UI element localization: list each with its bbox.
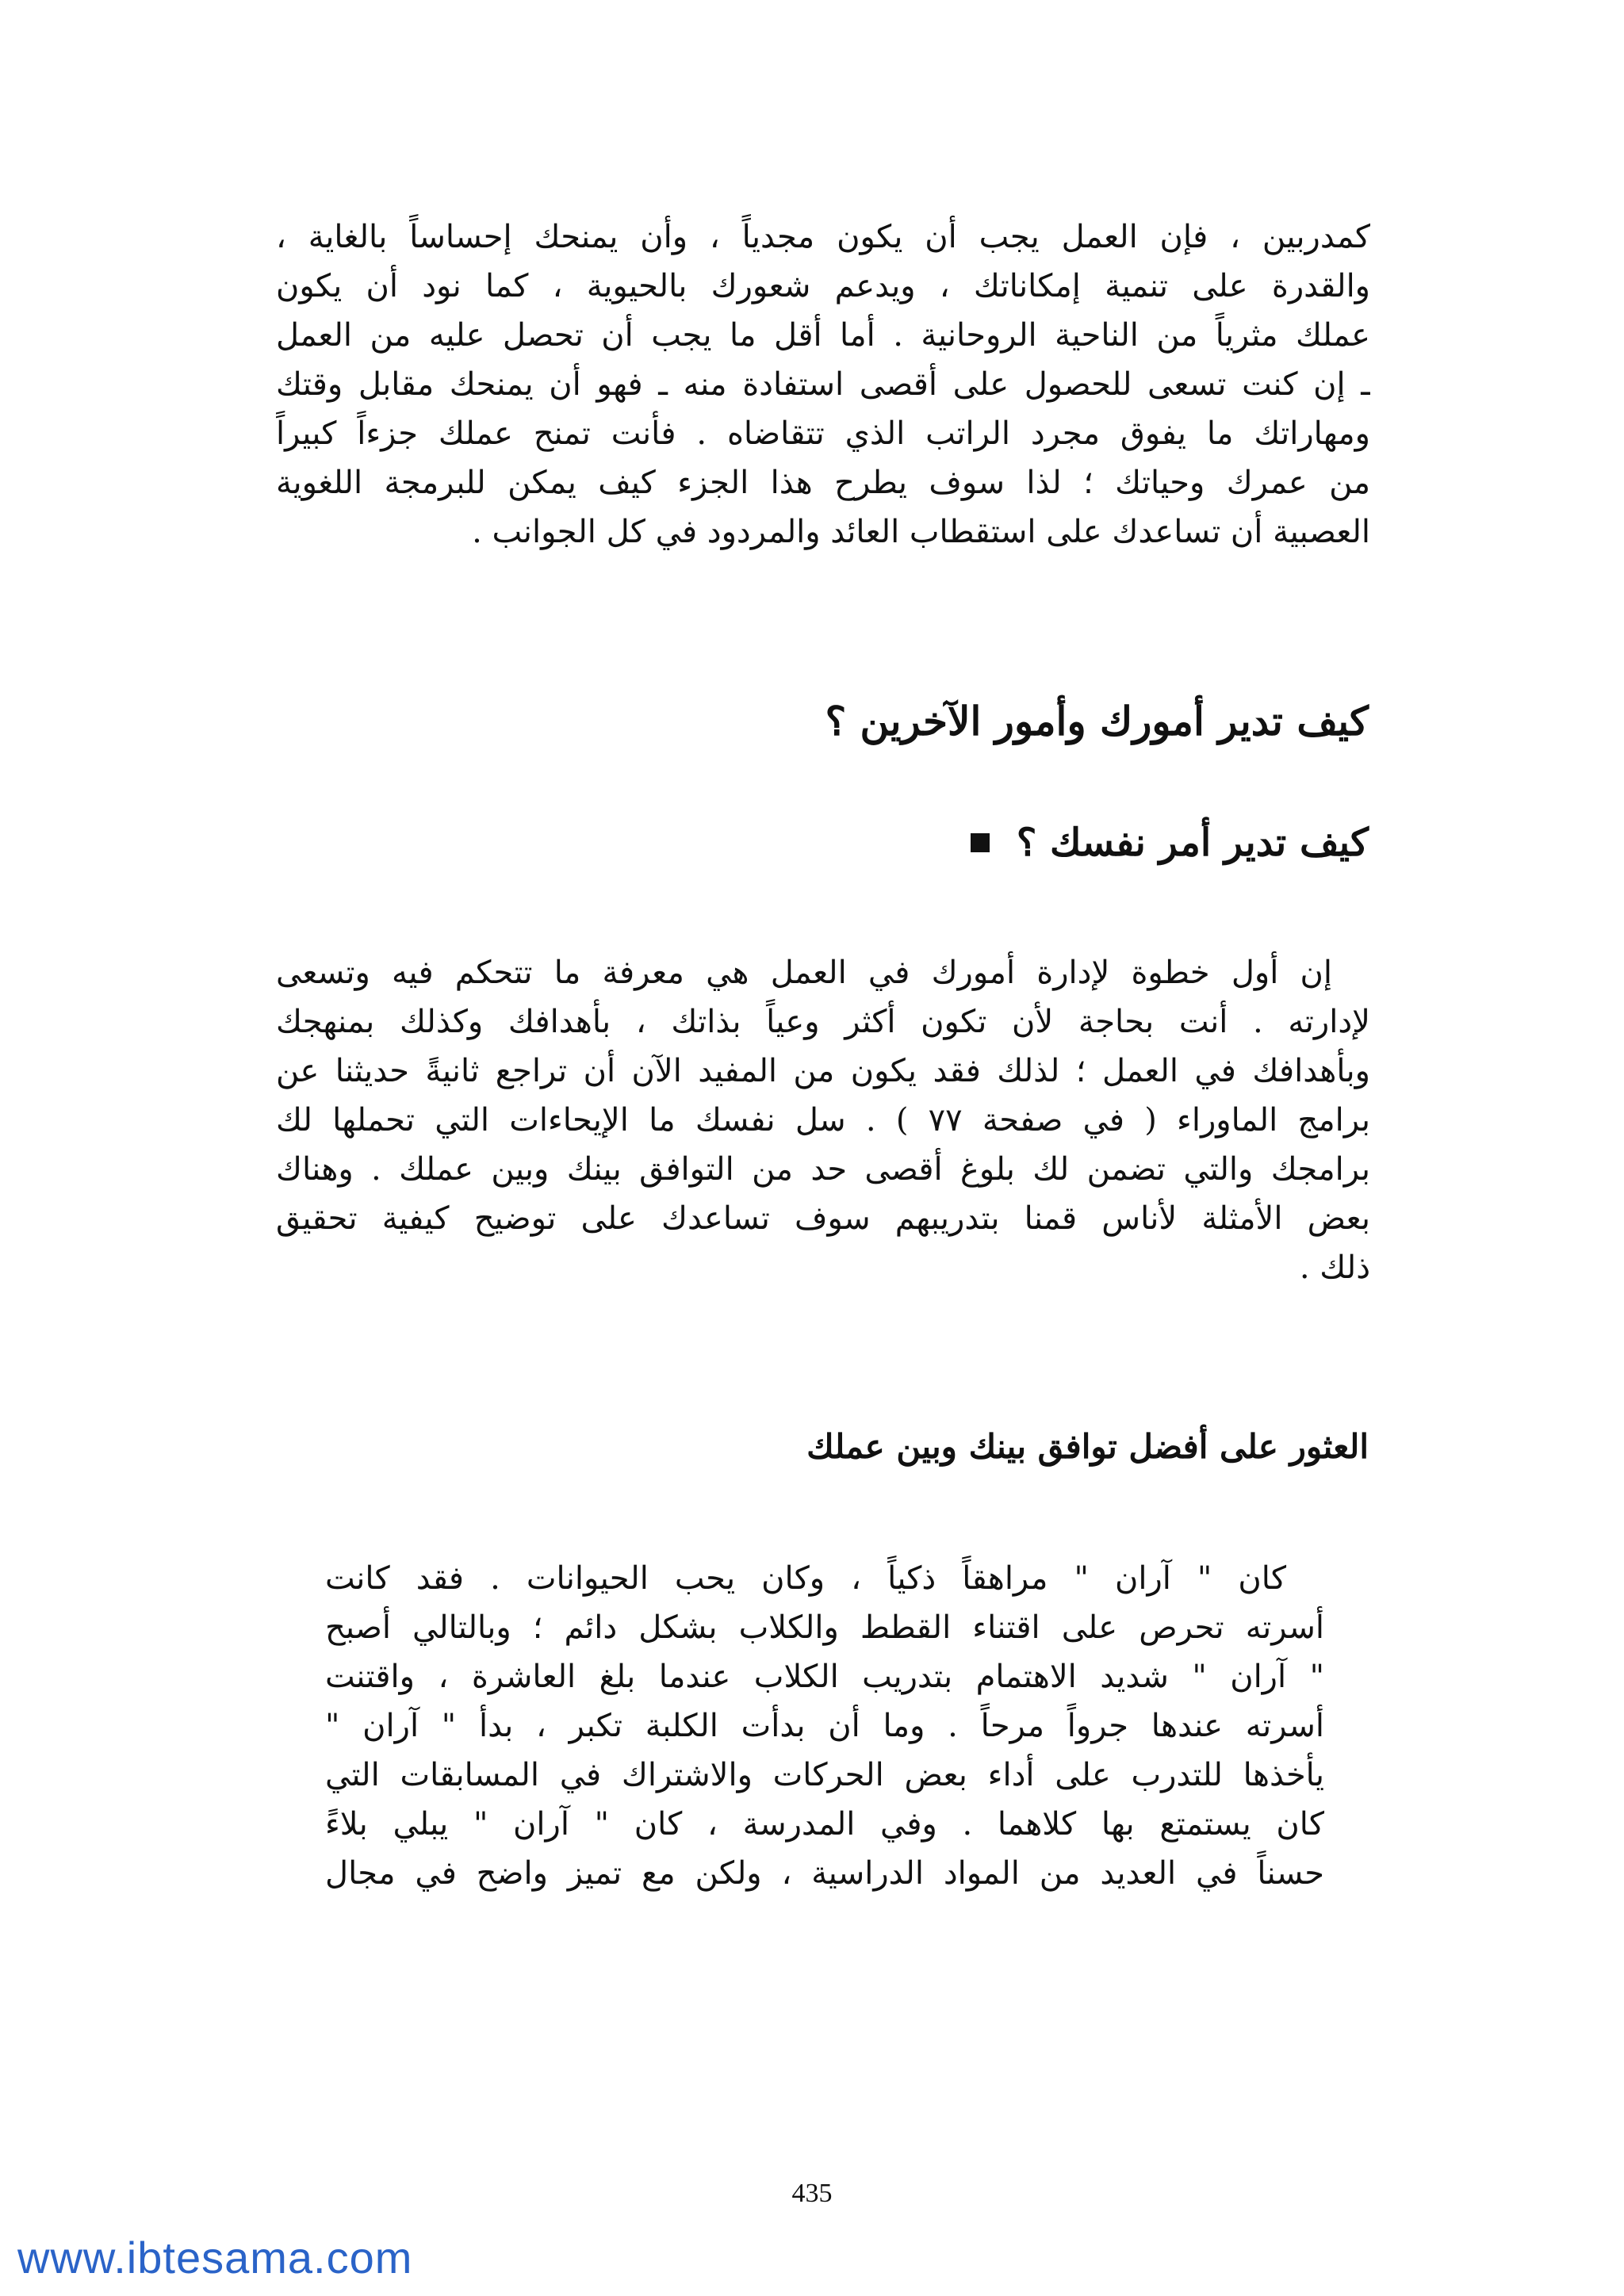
paragraph-self-management xyxy=(276,948,1370,1292)
chapter-heading: كيف تدير أمورك وأمور الآخرين ؟ xyxy=(825,698,1369,744)
text-line: " آران " شديد الاهتمام بتدريب الكلاب عندما بلغ العاشرة ، واقتنت xyxy=(325,1659,1324,1695)
square-bullet-icon xyxy=(971,833,990,852)
subsection-title: العثور على أفضل توافق بينك وبين عملك xyxy=(806,1427,1369,1466)
text-line: كمدربين ، فإن العمل يجب أن يكون مجدياً ، وأن يمنحك إحساساً بالغاية ، xyxy=(276,219,1370,255)
paragraph-intro xyxy=(276,212,1370,557)
page-number: 435 xyxy=(791,2179,833,2208)
text-line: ومهاراتك ما يفوق مجرد الراتب الذي تتقاضاه . فأنت تمنح عملك جزءاً كبيراً xyxy=(276,415,1370,452)
text-line: وبأهدافك في العمل ؛ لذلك فقد يكون من المفيد الآن أن تراجع ثانيةً حديثنا عن xyxy=(276,1053,1370,1089)
text-line: من عمرك وحياتك ؛ لذا سوف يطرح هذا الجزء كيف يمكن للبرمجة اللغوية xyxy=(276,465,1370,501)
text-line: كان يستمتع بها كلاهما . وفي المدرسة ، كان " آران " يبلي بلاءً xyxy=(325,1806,1324,1843)
text-line: بعض الأمثلة لأناس قمنا بتدريبهم سوف تساعدك على توضيح كيفية تحقيق xyxy=(276,1200,1370,1237)
site-watermark: www.ibtesama.com xyxy=(17,2233,413,2283)
text-line: إن أول خطوة لإدارة أمورك في العمل هي معرفة ما تتحكم فيه وتسعى xyxy=(276,955,1332,991)
text-line: عملك مثرياً من الناحية الروحانية . أما أقل ما يجب أن تحصل عليه من العمل xyxy=(276,317,1370,354)
text-line: العصبية أن تساعدك على استقطاب العائد والمردود في كل الجوانب . xyxy=(472,514,1370,550)
text-line: كان " آران " مراهقاً ذكياً ، وكان يحب الحيوانات . فقد كانت xyxy=(325,1560,1286,1597)
text-line: يأخذها للتدرب على أداء بعض الحركات والاشتراك في المسابقات التي xyxy=(325,1757,1324,1793)
text-line: لإدارته . أنت بحاجة لأن تكون أكثر وعياً بذاتك ، بأهدافك وكذلك بمنهجك xyxy=(276,1004,1370,1040)
text-line: ـ إن كنت تسعى للحصول على أقصى استفادة منه ـ فهو أن يمنحك مقابل وقتك xyxy=(276,366,1370,403)
text-line: ذلك . xyxy=(1299,1249,1370,1286)
text-line: أسرته تحرص على اقتناء القطط والكلاب بشكل دائم ؛ وبالتالي أصبح xyxy=(325,1609,1324,1646)
text-line: حسناً في العديد من المواد الدراسية ، ولكن مع تميز واضح في مجال xyxy=(325,1855,1324,1892)
text-line: برامجك والتي تضمن لك بلوغ أقصى حد من التوافق بينك وبين عملك . وهناك xyxy=(276,1151,1370,1188)
text-line: والقدرة على تنمية إمكاناتك ، ويدعم شعورك بالحيوية ، كما نود أن يكون xyxy=(276,268,1370,304)
section-heading-text: كيف تدير أمر نفسك ؟ xyxy=(1016,821,1369,865)
paragraph-case-story xyxy=(325,1554,1324,1898)
text-line: برامج الماوراء ( في صفحة ٧٧ ) . سل نفسك ما الإيحاءات التي تحملها لك xyxy=(276,1102,1370,1138)
text-line: أسرته عندها جرواً مرحاً . وما أن بدأت الكلبة تكبر ، بدأ " آران " xyxy=(325,1708,1324,1744)
section-heading xyxy=(971,821,1369,865)
